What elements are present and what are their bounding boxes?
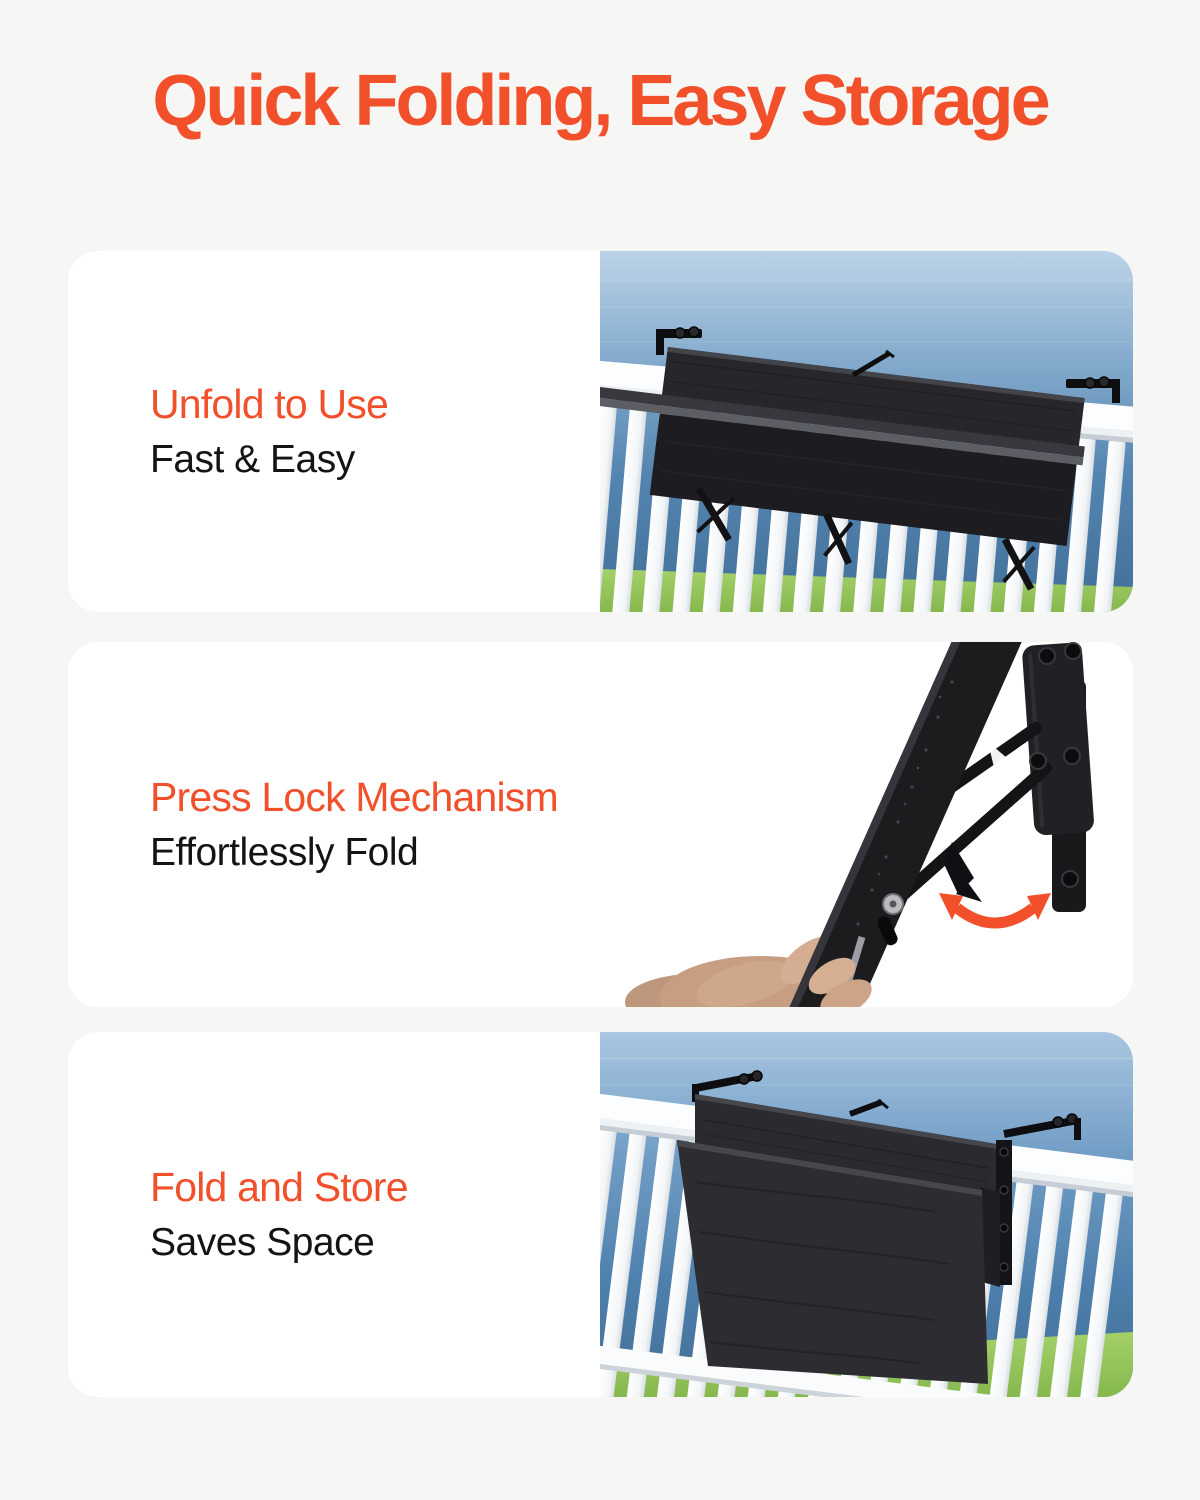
photo-press-lock-mechanism (600, 642, 1133, 1007)
page-title: Quick Folding, Easy Storage (152, 61, 1048, 141)
feature-subheading: Saves Space (150, 1220, 375, 1264)
feature-heading: Unfold to Use (150, 380, 389, 427)
unfolded-table-illustration (600, 251, 1133, 612)
folded-table-illustration (600, 1032, 1133, 1397)
feature-copy-fold-store (150, 1164, 570, 1266)
feature-card-unfold (68, 251, 1133, 612)
feature-copy-press-lock (150, 774, 570, 876)
photo-unfolded-table (600, 251, 1133, 612)
feature-heading: Press Lock Mechanism (150, 773, 558, 820)
feature-copy-unfold (150, 381, 570, 483)
feature-subheading: Fast & Easy (150, 437, 355, 481)
feature-card-press-lock (68, 642, 1133, 1007)
feature-card-fold-store (68, 1032, 1133, 1397)
feature-heading: Fold and Store (150, 1163, 408, 1210)
photo-folded-table (600, 1032, 1133, 1397)
feature-subheading: Effortlessly Fold (150, 830, 419, 874)
pivot-knob (883, 894, 903, 914)
press-lock-illustration (600, 642, 1133, 1007)
